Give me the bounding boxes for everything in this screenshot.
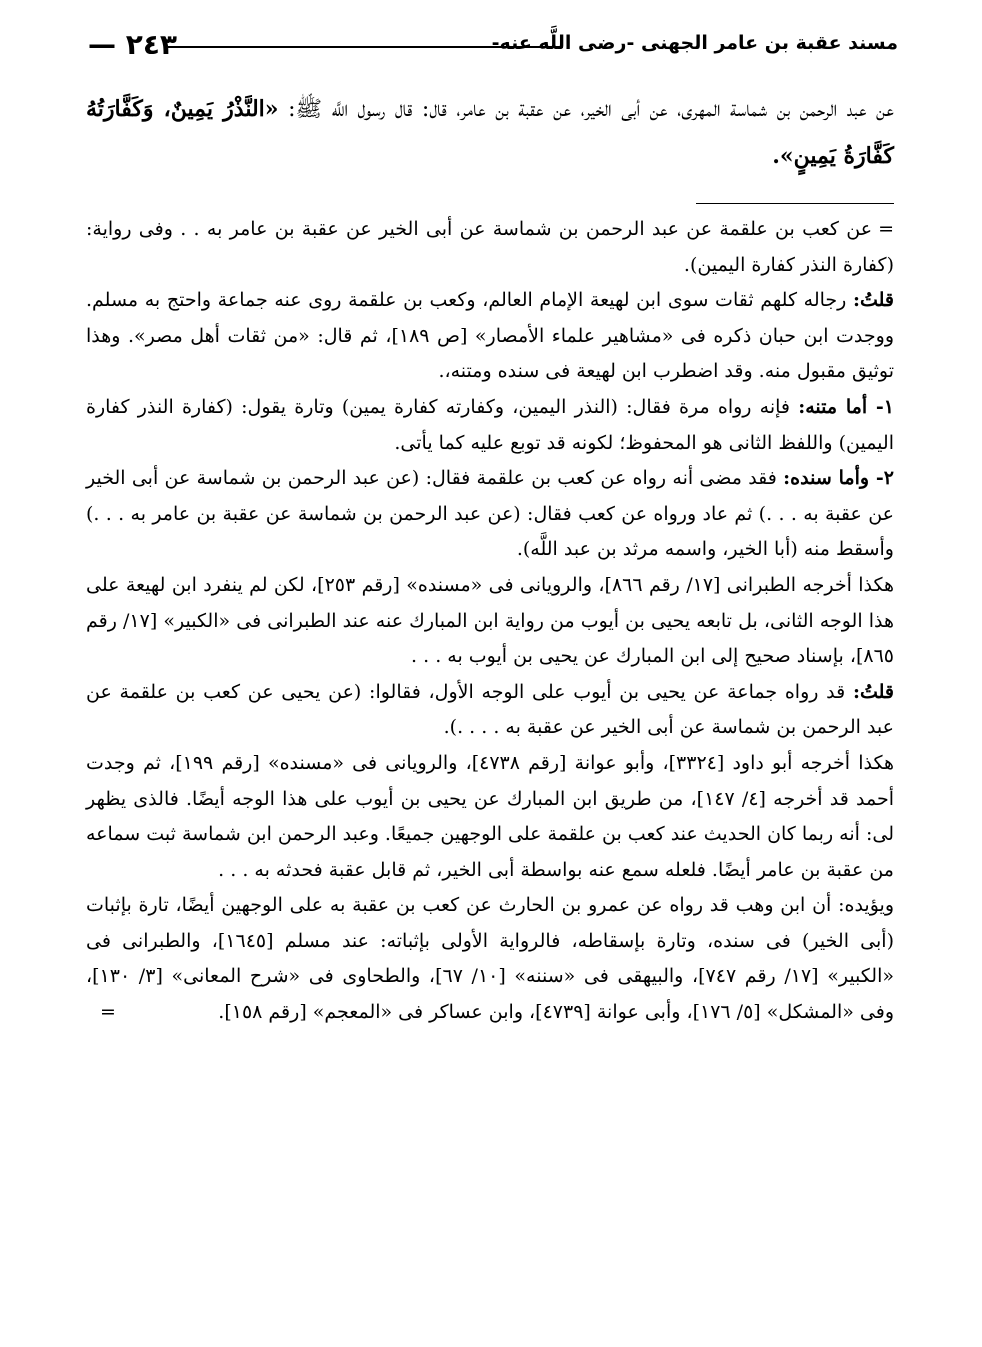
header-title: مسند عقبة بن عامر الجهنى -رضى اللَّه عنه-	[491, 32, 898, 54]
page-number-value: ٢٤٣	[125, 28, 178, 61]
footnote-paragraph: =عن كعب بن علقمة عن عبد الرحمن بن شماسة عن أبى الخير عن عقبة بن عامر به . . وفى رواية: (كفارة النذر كفارة اليمين).	[86, 218, 894, 276]
footnote-paragraph: ١- أما متنه: فإنه رواه مرة فقال: (النذر اليمين، وكفارته كفارة يمين) وتارة يقول: (كفارة النذر كفارة اليمين) واللفظ الثانى هو المحفوظ؛ لكونه قد توبع عليه كما يأتى.	[86, 395, 894, 454]
continuation-mark: =	[878, 218, 894, 240]
continued-mark: =	[100, 1001, 116, 1024]
footnote-paragraph: قلتُ: رجاله كلهم ثقات سوى ابن لهيعة الإمام العالم، وكعب بن علقمة روى عنه جماعة واحتج به مسلم. ووجدت ابن حبان ذكره فى «مشاهير علماء الأمصار» [ص ١٨٩]، ثم قال: «من ثقات أهل مصر». وهذا توثيق مقبول منه. وقد اضطرب ابن لهيعة فى سنده ومتنه،.	[86, 289, 895, 383]
paragraph-lead: ١- أما متنه:	[798, 395, 894, 418]
isnad-text: عن عبد الرحمن بن شماسة المهرى، عن أبى الخير، عن عقبة بن عامر، قال: قال رسول اللَّه ﷺ:	[278, 97, 894, 122]
footnote-paragraph: هكذا أخرجه أبو داود [٣٣٢٤]، وأبو عوانة [رقم ٤٧٣٨]، والرويانى فى «مسنده» [رقم ١٩٩]، ثم وجدت أحمد قد أخرجه [٤/ ١٤٧]، من طريق ابن المبارك عن يحيى بن أيوب على هذا الوجه أيضًا. فالذى يظهر لى: أنه ربما كان الحديث عند كعب بن علقمة على الوجهين جميعًا. وعبد الرحمن ابن شماسة ثبت سماعه من عقبة بن عامر أيضًا. فلعله سمع عنه بواسطة أبى الخير، ثم قابل عقبة فحدثه به . . .	[86, 751, 895, 881]
footnotes	[86, 212, 894, 1031]
paragraph-lead: قلتُ:	[852, 289, 894, 312]
footnote-paragraph: قلتُ: قد رواه جماعة عن يحيى بن أيوب على الوجه الأول، فقالوا: (عن يحيى عن كعب بن علقمة عن عبد الرحمن بن شماسة عن أبى الخير عن عقبة به . . . .).	[86, 680, 894, 739]
page-number: — ٢٤٣	[88, 28, 178, 61]
paragraph-lead: قلتُ:	[852, 680, 894, 703]
footnote-divider	[696, 203, 894, 204]
running-header	[88, 28, 898, 64]
footnote-paragraph: ويؤيده: أن ابن وهب قد رواه عن عمرو بن الحارث عن كعب بن عقبة به على الوجهين أيضًا، تارة بإثبات (أبى الخير) فى سنده، وتارة بإسقاطه، فالرواية الأولى بإثباته: عند مسلم [١٦٤٥]، والطبرانى فى «الكبير» [١٧/ رقم ٧٤٧]، والبيهقى فى «سننه» [١٠/ ٦٧]، والطحاوى فى «شرح المعانى» [٣/ ١٣٠]، وفى «المشكل» [٥/ ١٧٦]، وأبى عوانة [٤٧٣٩]، وابن عساكر فى «المعجم» [رقم ١٥٨]. =	[86, 888, 894, 1030]
paragraph-lead: ٢- وأما سنده:	[783, 467, 894, 490]
header-rule	[168, 46, 563, 48]
footnote-paragraph: هكذا أخرجه الطبرانى [١٧/ رقم ٨٦٦]، والرويانى فى «مسنده» [رقم ٢٥٣]، لكن لم ينفرد ابن لهيعة على هذا الوجه الثانى، بل تابعه يحيى بن أيوب من رواية ابن المبارك عنه عند الطبرانى فى «الكبير» [١٧/ رقم ٨٦٥]، بإسناد صحيح إلى ابن المبارك عن يحيى بن أيوب به . . .	[86, 573, 895, 668]
main-hadith-text	[86, 86, 894, 180]
hadith-matn: «النَّذْرُ يَمِينٌ، وَكَفَّارَتُهُ كَفَّارَةُ يَمِينٍ».	[86, 96, 894, 169]
footnote-paragraph: ٢- وأما سنده: فقد مضى أنه رواه عن كعب بن علقمة فقال: (عن عبد الرحمن بن شماسة عن أبى الخير عن عقبة به . . .) ثم عاد ورواه عن كعب فقال: (عن عبد الرحمن بن شماسة عن عقبة بن عامر به . . .) وأسقط منه (أبا الخير، واسمه مرثد بن عبد اللَّه).	[86, 467, 894, 561]
